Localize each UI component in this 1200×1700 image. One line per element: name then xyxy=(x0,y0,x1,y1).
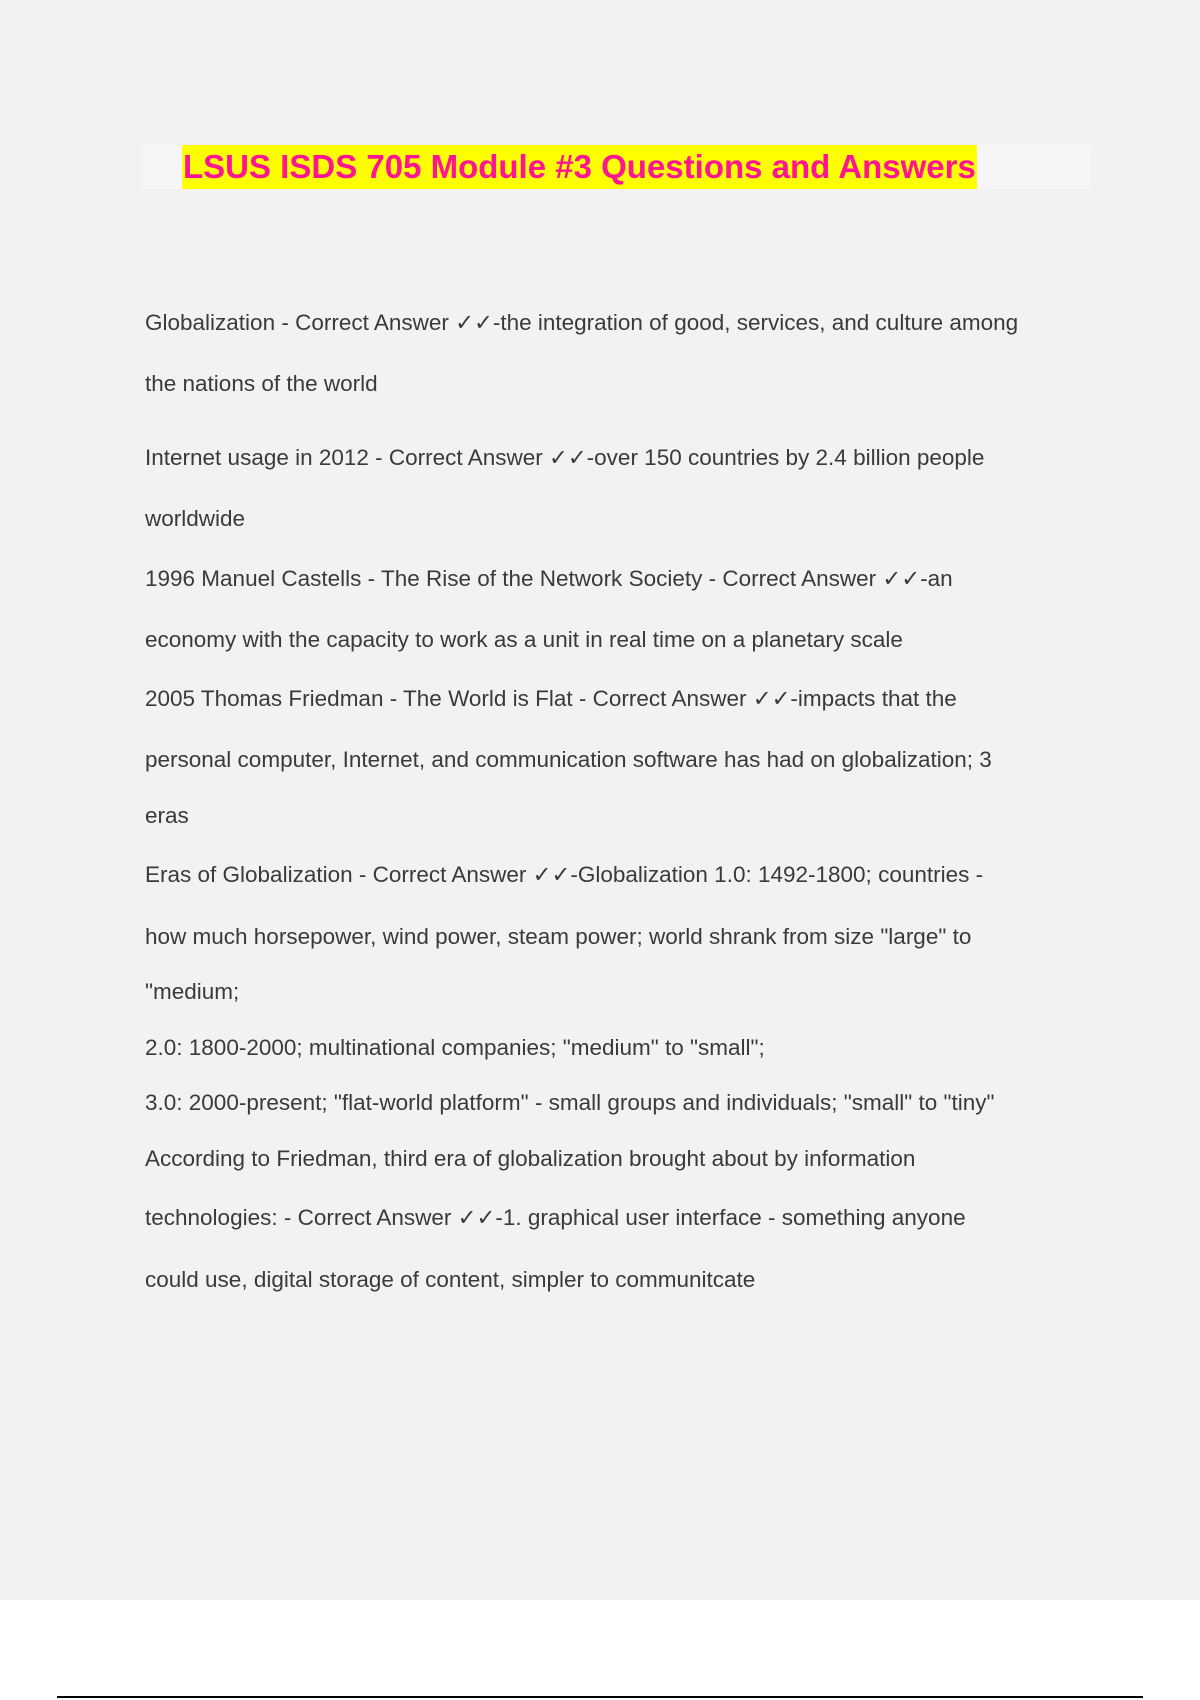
qa-line: eras xyxy=(145,803,189,828)
qa-line: 2005 Thomas Friedman - The World is Flat - Correct Answer ✓✓-impacts that the xyxy=(145,686,957,711)
qa-line: Globalization - Correct Answer ✓✓-the integration of good, services, and culture among xyxy=(145,310,1019,335)
qa-line: 1996 Manuel Castells - The Rise of the Network Society - Correct Answer ✓✓-an xyxy=(145,566,953,591)
qa-line: how much horsepower, wind power, steam power; world shrank from size "large" to xyxy=(145,924,972,949)
qa-line: technologies: - Correct Answer ✓✓-1. graphical user interface - something anyone xyxy=(145,1205,966,1230)
bottom-rule xyxy=(57,1696,1143,1698)
qa-line: economy with the capacity to work as a unit in real time on a planetary scale xyxy=(145,627,903,652)
qa-line: personal computer, Internet, and communication software has had on globalization; 3 xyxy=(145,747,992,772)
qa-line: According to Friedman, third era of globalization brought about by information xyxy=(145,1146,916,1171)
qa-line: could use, digital storage of content, simpler to communitcate xyxy=(145,1267,756,1292)
document-title: LSUS ISDS 705 Module #3 Questions and Answers xyxy=(182,145,977,189)
qa-line: Internet usage in 2012 - Correct Answer ✓✓-over 150 countries by 2.4 billion people xyxy=(145,445,985,470)
qa-line: worldwide xyxy=(145,506,246,531)
qa-line: the nations of the world xyxy=(145,371,378,396)
qa-line: 3.0: 2000-present; "flat-world platform" - small groups and individuals; "small" to "tiny" xyxy=(145,1090,995,1115)
qa-line: "medium; xyxy=(145,979,240,1004)
qa-line: Eras of Globalization - Correct Answer ✓✓-Globalization 1.0: 1492-1800; countries - xyxy=(145,862,984,887)
qa-line: 2.0: 1800-2000; multinational companies; "medium" to "small"; xyxy=(145,1035,765,1060)
